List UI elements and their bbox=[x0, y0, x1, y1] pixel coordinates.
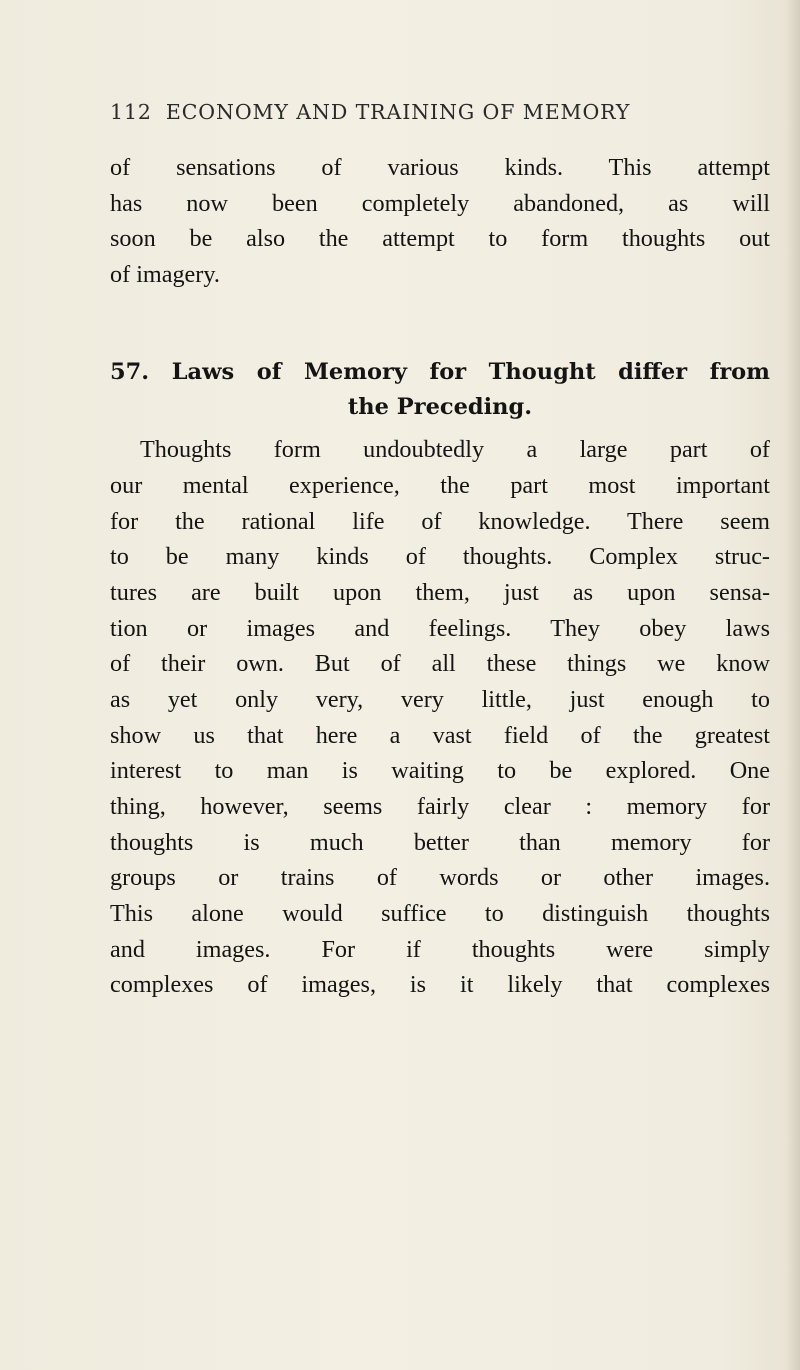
text-line: of sensations of various kinds. This attempt bbox=[110, 154, 770, 181]
heading-line: 57. Laws of Memory for Thought differ from bbox=[110, 358, 770, 385]
text-line: Thoughts form undoubtedly a large part of bbox=[140, 436, 770, 464]
running-head bbox=[110, 100, 770, 124]
text-line: tures are built upon them, just as upon sensa- bbox=[110, 578, 770, 606]
text-line: has now been completely abandoned, as will bbox=[110, 189, 770, 217]
text-line: soon be also the attempt to form thoughts out bbox=[110, 225, 770, 253]
text-line: groups or trains of words or other images. bbox=[110, 864, 770, 892]
text-line: show us that here a vast field of the greatest bbox=[110, 721, 770, 749]
text-line: and images. For if thoughts were simply bbox=[110, 935, 770, 963]
text-line: our mental experience, the part most important bbox=[110, 471, 770, 499]
text-line: of imagery. bbox=[110, 261, 220, 289]
text-line: thoughts is much better than memory for bbox=[110, 828, 770, 856]
text-line: tion or images and feelings. They obey laws bbox=[110, 614, 770, 642]
text-line: complexes of images, is it likely that complexes bbox=[110, 971, 770, 999]
heading-line: the Preceding. bbox=[347, 394, 533, 421]
running-head-title: ECONOMY AND TRAINING OF MEMORY bbox=[165, 100, 631, 124]
text-line: thing, however, seems fairly clear : memory for bbox=[110, 793, 770, 820]
text-line: interest to man is waiting to be explored. One bbox=[110, 757, 770, 785]
section-paragraph bbox=[110, 432, 770, 1003]
section-heading bbox=[110, 355, 770, 426]
continued-paragraph bbox=[110, 150, 770, 293]
text-line: for the rational life of knowledge. There seem bbox=[110, 507, 770, 535]
text-line: of their own. But of all these things we know bbox=[110, 650, 770, 678]
page-number: 112 bbox=[110, 100, 152, 124]
text-line: as yet only very, very little, just enough to bbox=[110, 685, 770, 713]
page-edge-shadow bbox=[786, 0, 800, 1370]
text-block bbox=[110, 150, 770, 1003]
text-line: This alone would suffice to distinguish thoughts bbox=[110, 900, 770, 928]
text-line: to be many kinds of thoughts. Complex struc- bbox=[110, 543, 770, 571]
